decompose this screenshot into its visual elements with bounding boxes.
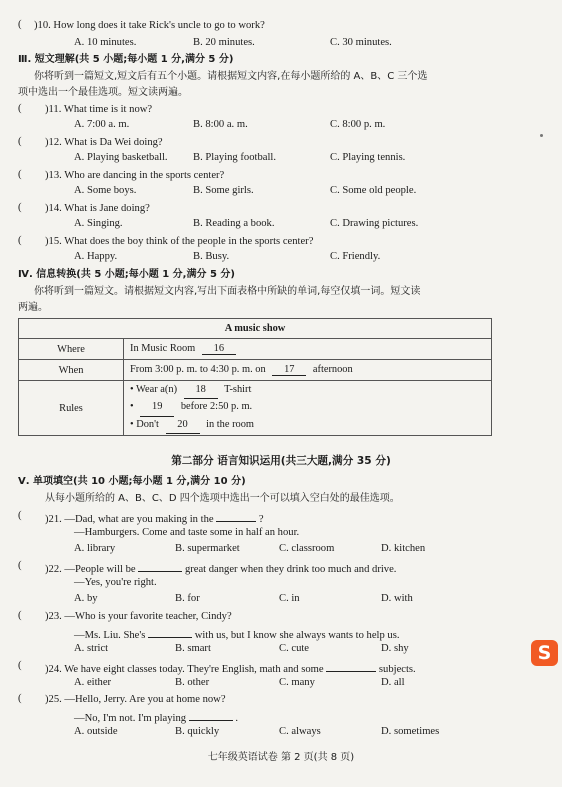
rule-1-suffix: T-shirt bbox=[224, 383, 252, 395]
question-25-line1: )25. —Hello, Jerry. Are you at home now? bbox=[45, 694, 226, 705]
q22-text: )22. —People will be bbox=[45, 564, 136, 575]
music-show-table bbox=[18, 318, 492, 436]
part4-instruction-1: 你将听到一篇短文。请根据短文内容,写出下面表格中所缺的单词,每空仅填一词。短文读 bbox=[34, 286, 421, 297]
q15-option-c: C. Friendly. bbox=[330, 251, 381, 262]
question-23-line1: )23. —Who is your favorite teacher, Cindy? bbox=[45, 611, 232, 622]
where-value bbox=[124, 339, 492, 360]
sogou-logo-icon[interactable]: S bbox=[531, 640, 558, 666]
section-2-heading: 第二部分 语言知识运用(共三大题,满分 35 分) bbox=[171, 455, 391, 467]
answer-paren: ( bbox=[18, 169, 22, 180]
q13-option-a: A. Some boys. bbox=[74, 185, 137, 196]
where-text: In Music Room bbox=[130, 343, 196, 354]
when-text: From 3:00 p. m. to 4:30 p. m. on bbox=[130, 364, 266, 375]
q22-option-c: C. in bbox=[279, 593, 300, 604]
blank-18[interactable]: 18 bbox=[184, 382, 218, 400]
part3-instruction-2: 项中选出一个最佳选项。短文读两遍。 bbox=[18, 87, 188, 98]
q22-suffix: great danger when they drink too much and drive. bbox=[184, 564, 397, 575]
question-15-stem: )15. What does the boy think of the people in the sports center? bbox=[45, 236, 314, 247]
question-14-stem: )14. What is Jane doing? bbox=[45, 203, 150, 214]
question-11-stem: )11. What time is it now? bbox=[45, 104, 153, 115]
question-25-line2 bbox=[74, 709, 238, 725]
q14-option-c: C. Drawing pictures. bbox=[330, 218, 419, 229]
answer-paren: ( bbox=[18, 19, 22, 30]
q25-option-a: A. outside bbox=[74, 726, 118, 737]
answer-paren: ( bbox=[18, 610, 22, 621]
q22-option-b: B. for bbox=[175, 593, 200, 604]
blank-17[interactable]: 17 bbox=[272, 364, 306, 376]
question-13-stem: )13. Who are dancing in the sports center? bbox=[45, 170, 225, 181]
q10-option-b: B. 20 minutes. bbox=[193, 37, 255, 48]
answer-paren: ( bbox=[18, 560, 22, 571]
q10-option-c: C. 30 minutes. bbox=[330, 37, 392, 48]
q11-option-b: B. 8:00 a. m. bbox=[193, 119, 248, 130]
part3-title: Ⅲ. 短文理解(共 5 小题;每小题 1 分,满分 5 分) bbox=[18, 54, 234, 65]
where-label: Where bbox=[19, 339, 124, 360]
answer-paren: ( bbox=[18, 202, 22, 213]
page-footer: 七年级英语试卷 第 2 页(共 8 页) bbox=[207, 752, 355, 763]
rule-2-suffix: before 2:50 p. m. bbox=[180, 401, 253, 413]
q25-option-b: B. quickly bbox=[175, 726, 220, 737]
q25-option-d: D. sometimes bbox=[381, 726, 440, 737]
q24-text: )24. We have eight classes today. They're English, math and some bbox=[45, 664, 324, 675]
q14-option-b: B. Reading a book. bbox=[193, 218, 275, 229]
answer-paren: ( bbox=[18, 693, 22, 704]
q13-option-c: C. Some old people. bbox=[330, 185, 417, 196]
q11-option-c: C. 8:00 p. m. bbox=[330, 119, 386, 130]
rule-2-bullet: • bbox=[130, 401, 134, 413]
q21-option-c: C. classroom bbox=[279, 543, 335, 554]
rule-3-text: • Don't bbox=[130, 418, 159, 430]
part5-title: Ⅴ. 单项填空(共 10 小题;每小题 1 分,满分 10 分) bbox=[18, 476, 246, 487]
q11-option-a: A. 7:00 a. m. bbox=[74, 119, 130, 130]
q22-option-a: A. by bbox=[74, 593, 98, 604]
q21-option-d: D. kitchen bbox=[381, 543, 426, 554]
answer-paren: ( bbox=[18, 235, 22, 246]
question-22-line2: —Yes, you're right. bbox=[74, 577, 157, 588]
margin-dot bbox=[540, 134, 543, 137]
when-value bbox=[124, 360, 492, 381]
q22-blank[interactable] bbox=[138, 560, 182, 572]
q23-blank[interactable] bbox=[148, 626, 192, 638]
q25-text: —No, I'm not. I'm playing bbox=[74, 713, 187, 724]
q14-option-a: A. Singing. bbox=[74, 218, 123, 229]
part3-instruction-1: 你将听到一篇短文,短文后有五个小题。请根据短文内容,在每小题所给的 A、B、C 三个选 bbox=[34, 71, 428, 82]
blank-16[interactable]: 16 bbox=[202, 343, 236, 355]
q24-option-d: D. all bbox=[381, 677, 405, 688]
rule-1 bbox=[130, 382, 485, 400]
q23-option-a: A. strict bbox=[74, 643, 109, 654]
when-label: When bbox=[19, 360, 124, 381]
q21-option-a: A. library bbox=[74, 543, 116, 554]
q13-option-b: B. Some girls. bbox=[193, 185, 254, 196]
q15-option-b: B. Busy. bbox=[193, 251, 230, 262]
question-23-line2 bbox=[74, 626, 399, 642]
question-21-line1 bbox=[45, 510, 264, 526]
table-title: A music show bbox=[19, 319, 492, 339]
q23-option-b: B. smart bbox=[175, 643, 211, 654]
q21-qmark: ? bbox=[258, 514, 264, 525]
q24-blank[interactable] bbox=[326, 660, 376, 672]
q21-option-b: B. supermarket bbox=[175, 543, 240, 554]
q24-option-a: A. either bbox=[74, 677, 112, 688]
q23-text: —Ms. Liu. She's bbox=[74, 630, 146, 641]
question-12-stem: )12. What is Da Wei doing? bbox=[45, 137, 163, 148]
q21-blank[interactable] bbox=[216, 510, 256, 522]
part4-title: Ⅳ. 信息转换(共 5 小题;每小题 1 分,满分 5 分) bbox=[18, 269, 235, 280]
q24-option-b: B. other bbox=[175, 677, 210, 688]
q12-option-b: B. Playing football. bbox=[193, 152, 276, 163]
q15-option-a: A. Happy. bbox=[74, 251, 118, 262]
q24-suffix: subjects. bbox=[378, 664, 416, 675]
q23-suffix: with us, but I know she always wants to help us. bbox=[194, 630, 400, 641]
q25-blank[interactable] bbox=[189, 709, 233, 721]
rule-3 bbox=[130, 417, 485, 435]
q12-option-a: A. Playing basketball. bbox=[74, 152, 168, 163]
question-24-line1 bbox=[45, 660, 416, 676]
question-22-line1 bbox=[45, 560, 396, 576]
blank-19[interactable]: 19 bbox=[140, 399, 174, 417]
q25-option-c: C. always bbox=[279, 726, 321, 737]
q23-option-d: D. shy bbox=[381, 643, 409, 654]
rule-1-text: • Wear a(n) bbox=[130, 383, 178, 395]
q24-option-c: C. many bbox=[279, 677, 315, 688]
answer-paren: ( bbox=[18, 510, 22, 521]
question-21-line2: —Hamburgers. Come and taste some in half an hour. bbox=[74, 527, 300, 538]
rule-2 bbox=[130, 399, 485, 417]
q25-period: . bbox=[235, 713, 239, 724]
q12-option-c: C. Playing tennis. bbox=[330, 152, 406, 163]
q23-option-c: C. cute bbox=[279, 643, 310, 654]
when-suffix: afternoon bbox=[312, 364, 353, 375]
q10-option-a: A. 10 minutes. bbox=[74, 37, 137, 48]
rules-value bbox=[124, 381, 492, 436]
part4-instruction-2: 两遍。 bbox=[18, 302, 48, 313]
blank-20[interactable]: 20 bbox=[166, 417, 200, 435]
rule-3-suffix: in the room bbox=[206, 418, 255, 430]
answer-paren: ( bbox=[18, 136, 22, 147]
answer-paren: ( bbox=[18, 660, 22, 671]
question-10-stem: )10. How long does it take Rick's uncle to go to work? bbox=[34, 20, 265, 31]
rules-label: Rules bbox=[19, 381, 124, 436]
q21-text: )21. —Dad, what are you making in the bbox=[45, 514, 214, 525]
q22-option-d: D. with bbox=[381, 593, 413, 604]
answer-paren: ( bbox=[18, 103, 22, 114]
part5-instruction: 从每小题所给的 A、B、C、D 四个选项中选出一个可以填入空白处的最佳选项。 bbox=[45, 493, 400, 504]
